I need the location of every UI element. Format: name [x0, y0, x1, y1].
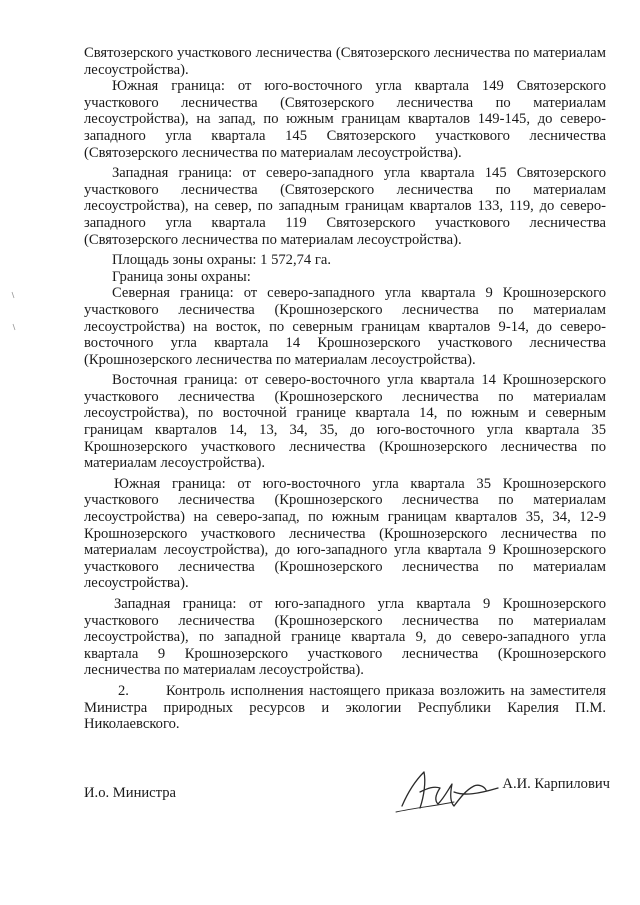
paragraph-protection-border-heading: Граница зоны охраны: — [112, 268, 251, 285]
paragraph-west-border-kroshnozero: Западная граница: от юго-западного угла квартала 9 Крошнозерского участкового лесничества (Крошнозерского лесничества по материалам лесоустройства), по западной границе квартала 9, до северо-западного угла квартала 9 Крошнозерского участкового лесничества (Крошнозерского лесничества по материалам лесоустройства). — [84, 596, 606, 679]
scan-margin-marks — [8, 290, 18, 350]
item-2-number: 2. — [118, 682, 129, 699]
paragraph-continuation: Святозерского участкового лесничества (Святозерского лесничества по материалам лесоустройства). — [84, 45, 606, 78]
item-2-control — [84, 683, 606, 733]
paragraph-south-border-kroshnozero: Южная граница: от юго-восточного угла квартала 35 Крошнозерского участкового лесничества (Крошнозерского лесничества по материалам лесоустройства) на северо-запад, по южным границам кварталов 35, 34, 12-9 Крошнозерского участкового лесничества (Крошнозерского лесничества по материалам лесоустройства), до юго-западного угла квартала 9 Крошнозерского участкового лесничества (Крошнозерского лесничества по материалам лесоустройства). — [84, 475, 606, 592]
signatory-name: А.И. Карпилович — [502, 776, 610, 792]
paragraph-south-border-svyatozero: Южная граница: от юго-восточного угла квартала 149 Святозерского участкового лесничества (Святозерского лесничества по материалам лесоустройства), на запад, по южным границам кварталов 149-145, до северо-западного угла квартала 145 Святозерского участкового лесничества (Святозерского лесничества по материалам лесоустройства). — [84, 78, 606, 161]
handwritten-signature — [394, 762, 504, 818]
document-body — [84, 45, 606, 733]
signature-block — [84, 776, 614, 826]
paragraph-east-border-kroshnozero: Восточная граница: от северо-восточного угла квартала 14 Крошнозерского участкового лесничества (Крошнозерского лесничества по материалам лесоустройства), по восточной границе квартала 14, по южным и северным границам кварталов 14, 13, 34, 35, до юго-восточного угла квартала 35 Крошнозерского участкового лесничества (Крошнозерского лесничества по материалам лесоустройства). — [84, 372, 606, 472]
paragraph-north-border-kroshnozero: Северная граница: от северо-западного угла квартала 9 Крошнозерского участкового лесничества (Крошнозерского лесничества по материалам лесоустройства) на восток, по северным границам кварталов 9-14, до северо-восточного угла квартала 14 Крошнозерского участкового лесничества (Крошнозерского лесничества по материалам лесоустройства). — [84, 285, 606, 368]
item-2-text: Контроль исполнения настоящего приказа возложить на заместителя Министра природных ресурсов и экологии Республики Карелия П.М. Николаевского. — [84, 682, 606, 733]
paragraph-west-border-svyatozero: Западная граница: от северо-западного угла квартала 145 Святозерского участкового лесничества (Святозерского лесничества по материалам лесоустройства), на север, по западным границам кварталов 133, 119, до северо-западного угла квартала 119 Святозерского участкового лесничества (Святозерского лесничества по материалам лесоустройства). — [84, 165, 606, 248]
paragraph-protection-area: Площадь зоны охраны: 1 572,74 га. — [112, 252, 331, 269]
signatory-role: И.о. Министра — [84, 785, 176, 801]
